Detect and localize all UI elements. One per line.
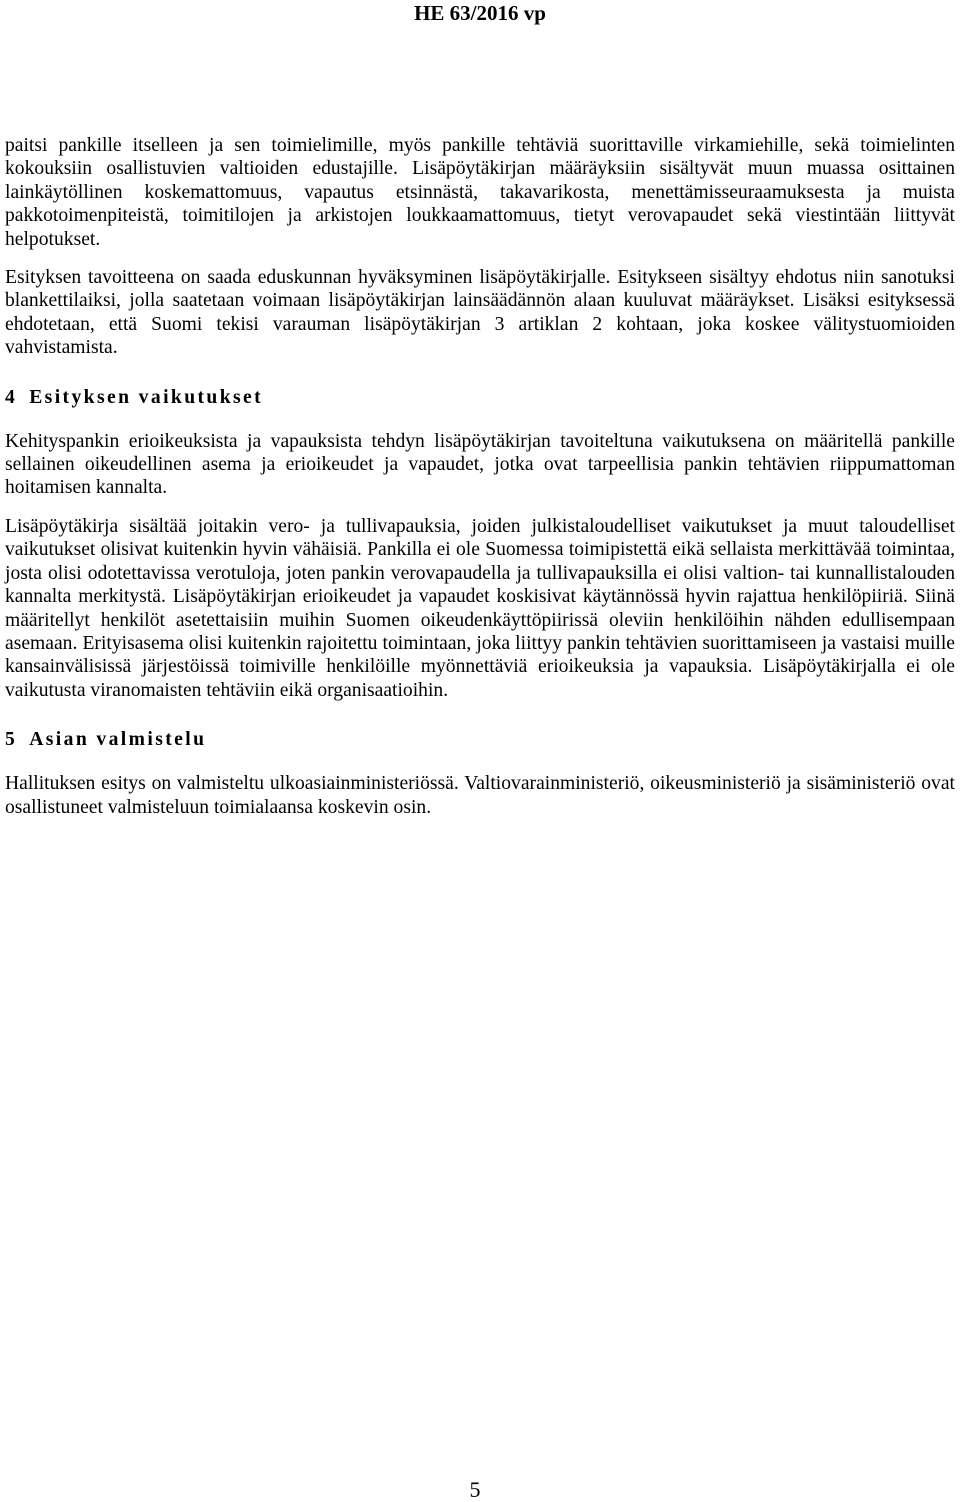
paragraph-economic-effects: Lisäpöytäkirja sisältää joitakin vero- ja tullivapauksia, joiden julkistaloudelliset vaikutukset ja muut taloudelliset vaikutukset olisivat kuitenkin hyvin vähäisiä. Pankilla ei ole Suomessa toimipistettä eikä sellaista merkittävää toimintaa, josta olisi odotettavissa verotuloja, joten pankin verovapaudella ja tullivapauksilla ei olisi valtion- tai kunnallistalouden kannalta merkitystä. Lisäpöytäkirjan erioikeudet ja vapaudet koskisivat käytännössä hyvin rajattua henkilöpiiriä. Siinä määritellyt henkilöt asetettaisiin muihin Suomen oikeudenkäyttöpiirissä oleviin henkilöihin nähden edullisempaan asemaan. Erityisasema olisi kuitenkin rajoitettu toimintaan, joka liittyy pankin tehtävien suorittamiseen ja vastaisi muille kansainvälisissä järjestöissä toimiville henkilöille myönnettäviä erioikeuksia ja vapauksia. Lisäpöytäkirjalla ei ole vaikutusta viranomaisten tehtäviin eikä organisaatioihin. xyxy=(5,515,955,701)
section-number: 4 xyxy=(5,386,18,408)
section-number: 5 xyxy=(5,729,18,751)
section-title: Asian valmistelu xyxy=(29,729,207,751)
paragraph-privileges: paitsi pankille itselleen ja sen toimielimille, myös pankille tehtäviä suorittaville virkamiehille, sekä toimielinten kokouksiin osallistuvien valtioiden edustajille. Lisäpöytäkirjan määräyksiin sisältyvät muun muassa osittainen lainkäytöllinen koskemattomuus, vapautus etsinnästä, takavarikosta, menettämisseuraamuksesta ja muista pakkotoimenpiteistä, toimitilojen ja arkistojen loukkaamattomuus, tietyt verovapaudet sekä viestintään liittyvät helpotukset. xyxy=(5,135,955,250)
document-body xyxy=(5,134,955,819)
section-heading-preparation xyxy=(5,728,955,752)
paragraph-objective: Esityksen tavoitteena on saada eduskunnan hyväksyminen lisäpöytäkirjalle. Esitykseen sisältyy ehdotus niin sanotuksi blankettilaiksi, jolla saatetaan voimaan lisäpöytäkirjan lainsäädännön alaan kuuluvat määräykset. Lisäksi esityksessä ehdotetaan, että Suomi tekisi varauman lisäpöytäkirjan 3 artiklan 2 kohtaan, joka koskee välitystuomioiden vahvistamista. xyxy=(5,267,955,359)
page-number: 5 xyxy=(469,1477,481,1502)
paragraph-intended-effect: Kehityspankin erioikeuksista ja vapauksista tehdyn lisäpöytäkirjan tavoiteltuna vaikutuksena on määritellä pankille sellainen oikeudellinen asema ja erioikeudet ja vapaudet, jotka ovat tarpeellisia pankin tehtävien riippumattoman hoitamisen kannalta. xyxy=(5,430,955,499)
document-header xyxy=(0,0,960,26)
document-id: HE 63/2016 vp xyxy=(414,1,546,25)
section-title: Esityksen vaikutukset xyxy=(29,386,264,408)
paragraph-preparation: Hallituksen esitys on valmisteltu ulkoasiainministeriössä. Valtiovarainministeriö, oikeusministeriö ja sisäministeriö ovat osallistuneet valmisteluun toimialaansa koskevin osin. xyxy=(5,773,955,818)
section-heading-impacts xyxy=(5,386,955,410)
